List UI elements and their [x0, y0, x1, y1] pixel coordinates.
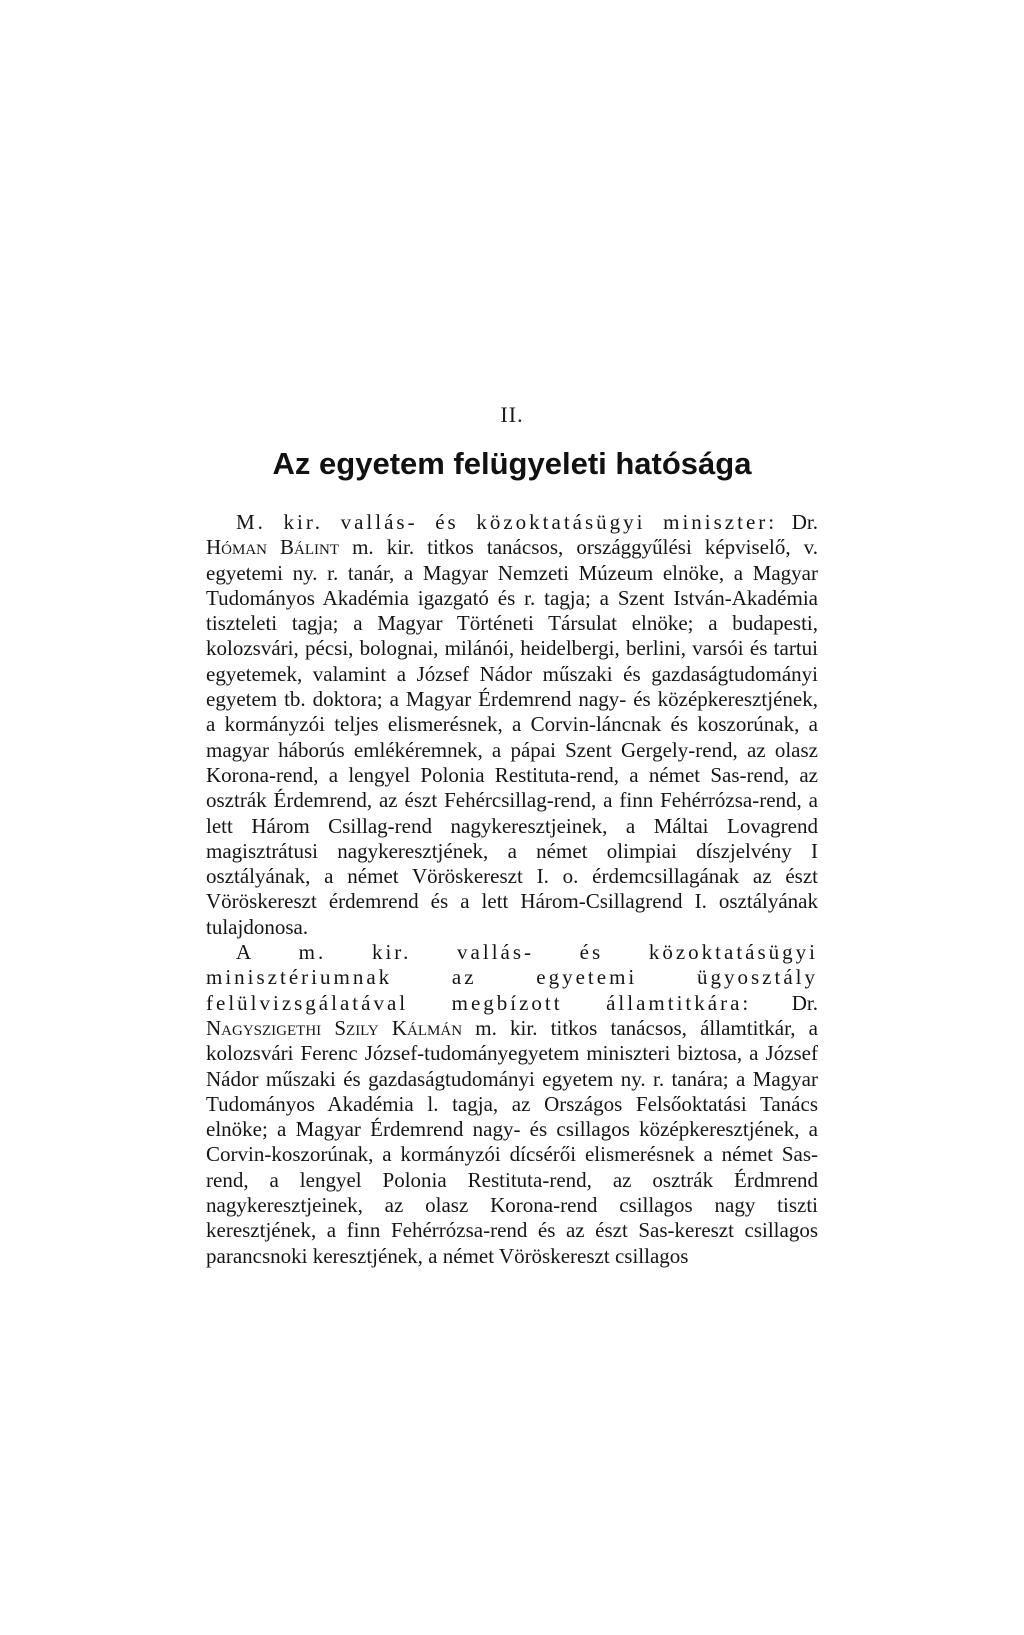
minister-role-heading: M. kir. vallás- és közoktatásügyi miniszter: [236, 510, 778, 534]
minister-name-prefix: Dr. [791, 510, 818, 534]
chapter-number: II. [500, 402, 524, 427]
paragraph-minister [206, 510, 818, 940]
paragraph-state-secretary [206, 940, 818, 1269]
minister-titles-text: m. kir. titkos tanácsos, országgyűlési képviselő, v. egyetemi ny. r. tanár, a Magyar Nemzeti Múzeum elnöke, a Magyar Tudományos Akadémia igazgató és r. tagja; a Szent István-Akadémia tiszteleti tagja; a Magyar Történeti Társulat elnöke; a budapesti, kolozsvári, pécsi, bolognai, milánói, heidelbergi, berlini, varsói és tartui egyetemek, valamint a József Nádor műszaki és gazdaságtudományi egyetem tb. doktora; a Magyar Érdemrend nagy- és középkeresztjének, a kormányzói teljes elismerésnek, a Corvin-láncnak és koszorúnak, a magyar háborús emlékéremnek, a pápai Szent Gergely-rend, az olasz Korona-rend, a lengyel Polonia Restituta-rend, a német Sas-rend, az osztrák Érdemrend, az észt Fehércsillag-rend, a finn Fehérrózsa-rend, a lett Három Csillag-rend nagykeresztjeinek, a Máltai Lovagrend magisztrátusi nagykeresztjének, a német olimpiai díszjelvény I osztályának, a német Vöröskereszt I. o. érdemcsillagának az észt Vöröskereszt érdemrend és a lett Három-Csillagrend I. osztályának tulajdonosa. [206, 535, 818, 939]
state-secretary-role-heading: A m. kir. vallás- és közoktatásügyi minisztériumnak az egyetemi ügyosztály felülvizsgálatával megbízott államtitkára: [206, 940, 818, 1015]
minister-name: Hóman Bálint [206, 535, 340, 560]
state-secretary-name-prefix: Dr. [791, 990, 818, 1015]
body-text [206, 510, 818, 1269]
state-secretary-titles-text: m. kir. titkos tanácsos, államtitkár, a kolozsvári Ferenc József-tudományegyetem miniszteri biztosa, a József Nádor műszaki és gazdaságtudományi egyetem ny. r. tanára; a Magyar Tudományos Akadémia l. tagja, az Országos Felsőoktatási Tanács elnöke; a Magyar Érdemrend nagy- és csillagos középkeresztjének, a Corvin-koszorúnak, a kormányzói dícsérői elismerésnek a német Sas-rend, a lengyel Polonia Restituta-rend, az osztrák Érdmrend nagykeresztjeinek, az olasz Korona-rend csillagos nagy tiszti keresztjének, a finn Fehérrózsa-rend és az észt Sas-kereszt csillagos parancsnoki keresztjének, a német Vöröskereszt csillagos [206, 1015, 818, 1268]
chapter-title: Az egyetem felügyeleti hatósága [272, 446, 752, 481]
state-secretary-name: Nagyszigethi Szily Kálmán [206, 1015, 463, 1040]
